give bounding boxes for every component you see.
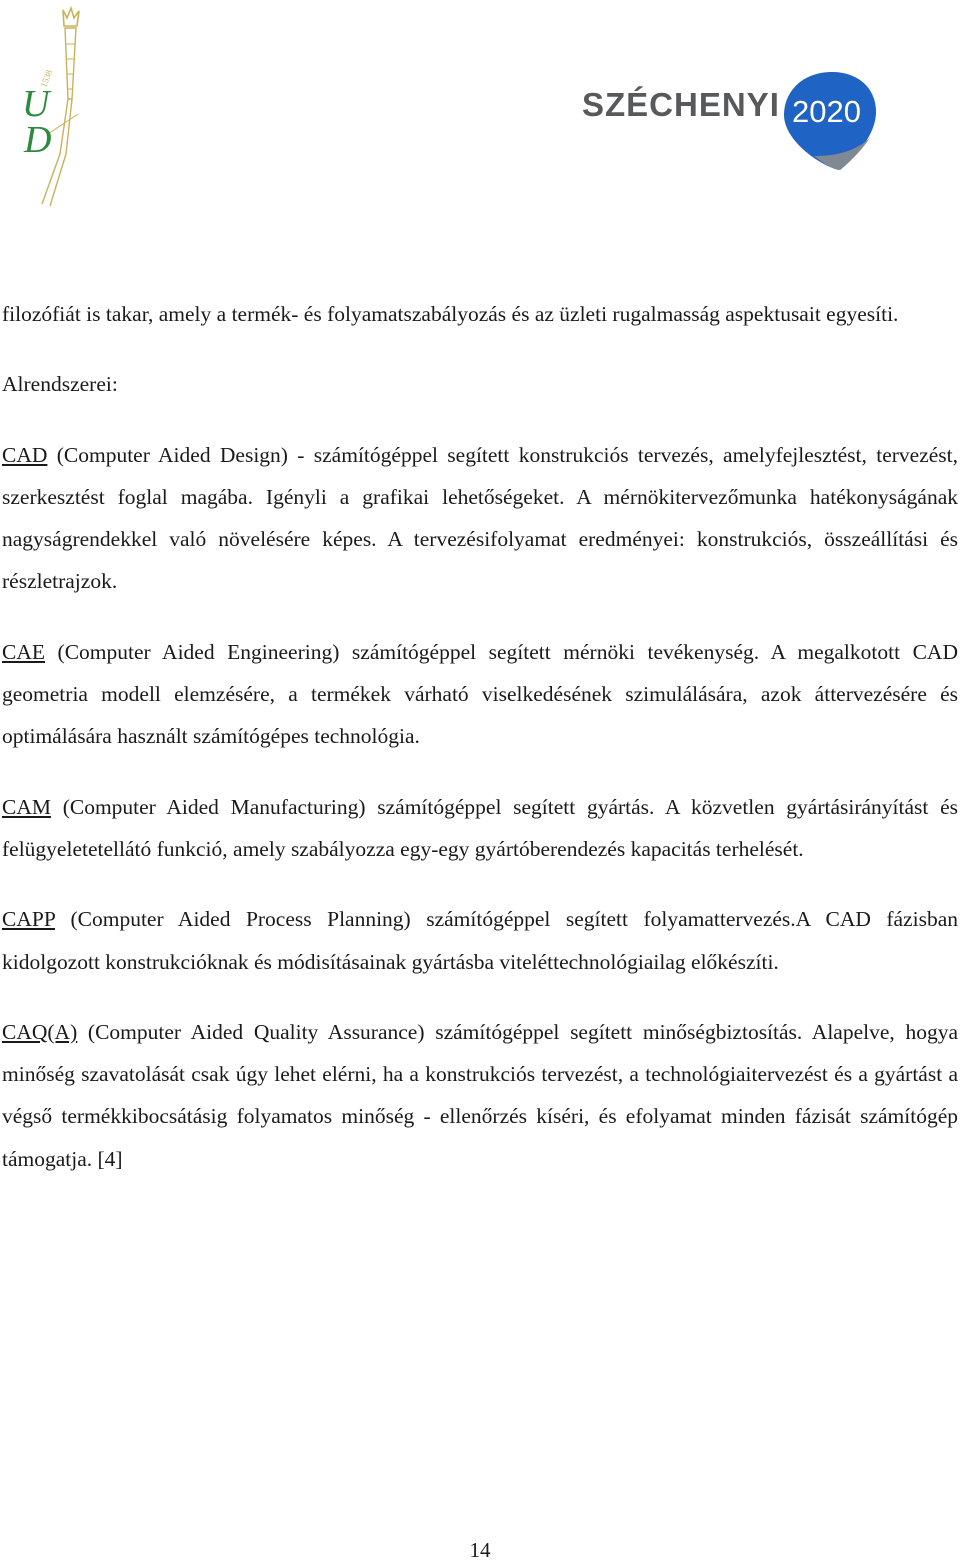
subsystems-heading: Alrendszerei: (2, 372, 118, 397)
page-header (0, 0, 960, 215)
university-logo (8, 4, 88, 209)
cad-description: (Computer Aided Design) - számítógéppel segített konstrukciós tervezés, amelyfejlesztést, tervezést, szerkesztést foglal magába. Igényli a grafikai lehetőségeket. A mérnökitervezőmunka hatékonyságának nagyságrendekkel való növelésére képes. A tervezésifolyamat eredményei: konstrukciós, összeállítási és részletrajzok. (2, 442, 958, 594)
svg-text:U: U (22, 83, 50, 125)
cae-description: (Computer Aided Engineering) számítógéppel segített mérnöki tevékenység. A megalkotott CAD geometria modell elemzésére, a termékek várható viselkedésének szimulálására, azok áttervezésére és optimálására használt számítógépes technológia. (2, 639, 958, 749)
caqa-paragraph (2, 1011, 958, 1180)
capp-description: (Computer Aided Process Planning) számítógéppel segített folyamattervezés.A CAD fázisban kidolgozott konstrukcióknak és módisításainak gyártásba viteléttechnológiailag előkészíti. (2, 907, 958, 974)
cam-description: (Computer Aided Manufacturing) számítógéppel segített gyártás. A közvetlen gyártásirányítást és felügyeletetellátó funkció, amely szabályozza egy-egy gyártóberendezés kapacitás terhelését. (2, 794, 958, 861)
caqa-description: (Computer Aided Quality Assurance) számítógéppel segített minőségbiztosítás. Alapelve, hogya minőség szavatolását csak úgy lehet elérni, ha a konstrukciós tervezést, a technológiaitervezést és a gyártást a végső termékkibocsátásig folyamatos minőség - ellenőrzés kíséri, és efolyamat minden fázisát számítógép támogatja. [4] (2, 1019, 958, 1171)
term-cae[interactable]: CAE (2, 639, 45, 664)
szechenyi-2020-logo (578, 60, 888, 175)
szechenyi-year: 2020 (792, 94, 861, 129)
cae-paragraph (2, 631, 958, 758)
term-caqa[interactable]: CAQ(A) (2, 1019, 78, 1044)
svg-text:D: D (24, 119, 52, 161)
intro-paragraph: filozófiát is takar, amely a termék- és folyamatszabályozás és az üzleti rugalmasság aspektusait egyesíti. (2, 302, 899, 326)
logo-year-text: 1538 (38, 68, 55, 89)
term-cad[interactable]: CAD (2, 442, 48, 467)
page-number: 14 (469, 1538, 491, 1562)
szechenyi-wordmark: SZÉCHENYI (582, 86, 780, 123)
term-capp[interactable]: CAPP (2, 907, 55, 932)
cam-paragraph (2, 786, 958, 871)
cad-paragraph (2, 434, 958, 603)
term-cam[interactable]: CAM (2, 794, 51, 819)
document-body (2, 293, 958, 1208)
capp-paragraph (2, 898, 958, 983)
